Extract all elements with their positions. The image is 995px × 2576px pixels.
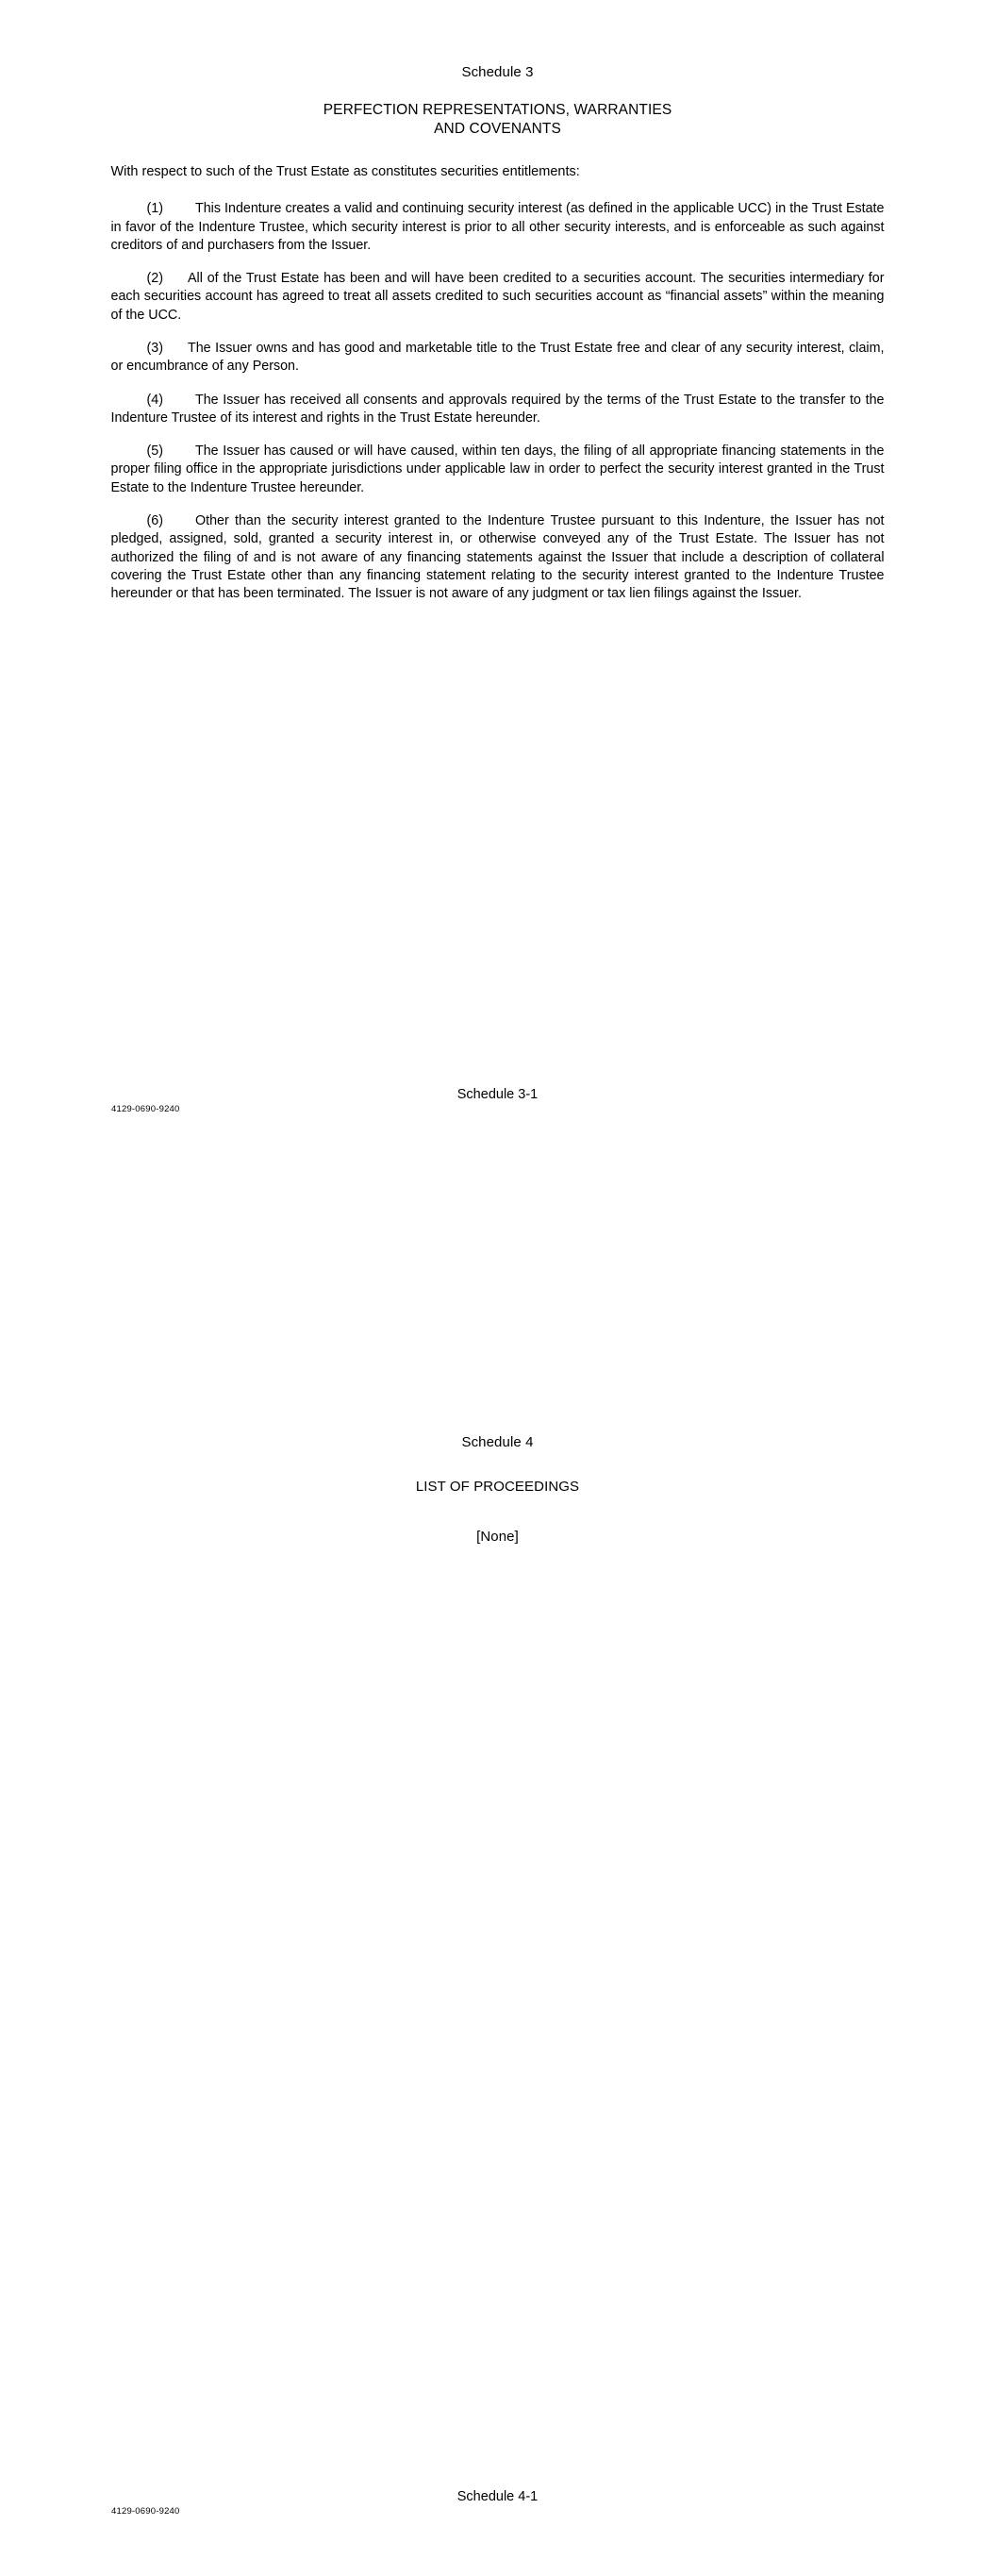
paragraph-number: (5) — [146, 443, 163, 460]
paragraph-number: (4) — [146, 392, 163, 408]
paragraph-number: (2) — [146, 271, 163, 287]
numbered-paragraph-6 — [111, 512, 885, 603]
document-reference-code: 4129-0690-9240 — [111, 2506, 180, 2517]
page-content — [111, 64, 885, 604]
paragraph-text: The Issuer has received all consents and approvals required by the terms of the Trust Estate to the transfer to the Indenture Trustee of its interest and rights in the Trust Estate hereunder. — [110, 392, 885, 426]
paragraph-number: (1) — [146, 201, 163, 217]
document-reference-code: 4129-0690-9240 — [111, 1104, 180, 1114]
numbered-paragraph-5 — [111, 443, 885, 497]
paragraph-text: Other than the security interest granted to the Indenture Trustee pursuant to this Indenture, the Issuer has not pledged, assigned, sold, granted a security interest in, or otherwise conveyed any of the Trust Estate. The Issuer has not authorized the filing of and is not aware of any financing statements against the Issuer that include a description of collateral covering the Trust Estate other than any financing statement relating to the security interest granted to the Indenture Trustee hereunder or that has been terminated. The Issuer is not aware of any judgment or tax lien filings against the Issuer. — [110, 513, 885, 602]
numbered-paragraph-1 — [111, 200, 885, 255]
numbered-paragraph-2 — [111, 270, 885, 325]
document-page-schedule-4 — [0, 1321, 995, 2576]
none-placeholder: [None] — [476, 1529, 519, 1545]
paragraph-text: All of the Trust Estate has been and will have been credited to a securities account. The securities intermediary for each securities account has agreed to treat all assets credited to such securities account as “financial assets” within the meaning of the UCC. — [110, 271, 885, 323]
schedule-label: Schedule 4 — [461, 1434, 534, 1450]
numbered-paragraph-3 — [111, 340, 885, 376]
page-title-line-1: PERFECTION REPRESENTATIONS, WARRANTIES — [323, 102, 672, 118]
paragraph-text: The Issuer owns and has good and marketable title to the Trust Estate free and clear of any security interest, claim, or encumbrance of any Person. — [110, 341, 885, 375]
page-title — [111, 101, 885, 139]
page-title-line-2: AND COVENANTS — [434, 120, 561, 137]
page-footer-label: Schedule 3-1 — [456, 1087, 539, 1102]
paragraph-number: (3) — [146, 341, 163, 356]
lead-paragraph: With respect to such of the Trust Estate as constitutes securities entitlements: — [110, 163, 580, 179]
page-footer-label: Schedule 4-1 — [456, 2489, 539, 2504]
paragraph-text: The Issuer has caused or will have caused, within ten days, the filing of all appropriate financing statements in the proper filing office in the appropriate jurisdictions under applicable law in order to perfect the security interest granted in the Trust Estate to the Indenture Trustee hereunder. — [110, 443, 885, 495]
paragraph-text: This Indenture creates a valid and continuing security interest (as defined in the applicable UCC) in the Trust Estate in favor of the Indenture Trustee, which security interest is prior to all other security interests, and is enforceable as such against creditors of and purchasers from the Issuer. — [110, 201, 885, 253]
schedule-label: Schedule 3 — [461, 64, 534, 80]
page-title: LIST OF PROCEEDINGS — [415, 1479, 580, 1495]
numbered-paragraph-4 — [111, 392, 885, 428]
page-content — [111, 1434, 885, 1545]
paragraph-number: (6) — [146, 513, 163, 529]
